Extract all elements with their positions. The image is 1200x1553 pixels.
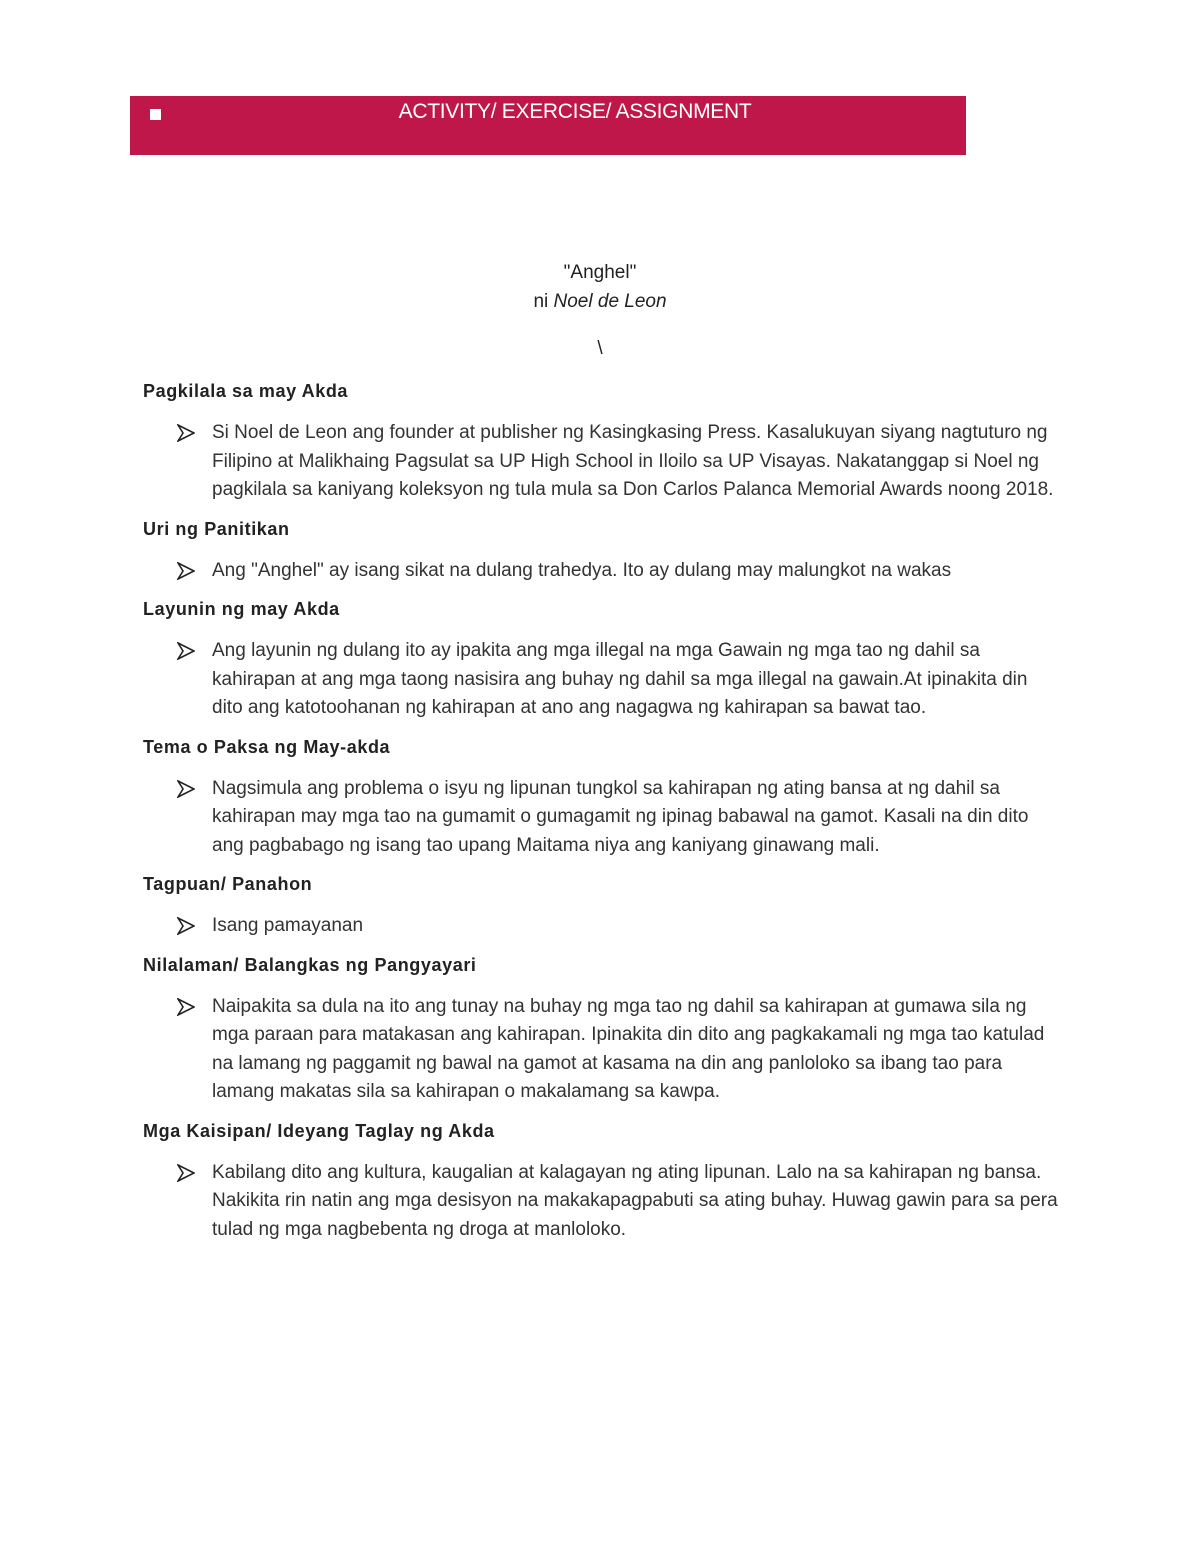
author-prefix: ni [533,291,549,312]
stray-mark: \ [597,338,603,359]
section [143,1117,1063,1245]
bullet-item [143,993,1063,1107]
work-author [0,288,1200,316]
arrow-bullet-icon [177,917,195,935]
arrow-bullet-icon [177,424,195,442]
section-heading: Layunin ng may Akda [143,599,340,619]
arrow-bullet-icon [177,642,195,660]
arrow-bullet-icon [177,780,195,798]
bullet-text: Isang pamayanan [212,915,364,936]
section-heading: Nilalaman/ Balangkas ng Pangyayari [143,954,477,975]
bullet-item [143,557,1063,586]
activity-banner [130,96,966,155]
section [143,377,1063,505]
section [143,733,1063,861]
work-title: "Anghel" [563,262,637,283]
section-heading: Mga Kaisipan/ Ideyang Taglay ng Akda [143,1120,495,1141]
section [143,951,1063,1107]
section [143,870,1063,941]
section-heading: Uri ng Panitikan [143,518,290,539]
section-heading: Tagpuan/ Panahon [143,874,313,894]
bullet-item [143,1159,1063,1245]
section [143,515,1063,586]
bullet-item [143,637,1063,723]
bullet-text: Ang "Anghel" ay isang sikat na dulang trahedya. Ito ay dulang may malungkot na wakas [212,559,952,581]
banner-title: ACTIVITY/ EXERCISE/ ASSIGNMENT [398,100,752,123]
bullet-text: Kabilang dito ang kultura, kaugalian at kalagayan ng ating lipunan. Lalo na sa kahirapan ng bansa. Nakikita rin natin ang mga desisyon na makakapagpabuti sa ating buhay. Huwag gawin para sa pera tulad ng mga nagbebenta ng droga at manloloko. [212,1161,1058,1240]
bullet-text: Nagsimula ang problema o isyu ng lipunan tungkol sa kahirapan ng ating bansa at ng dahil sa kahirapan may mga tao na gumamit o gumagamit ng ipinag babawal na gamot. Kasali na din dito ang pagbabago ng isang tao upang Maitama niya ang kaniyang ginawang mali. [212,777,1029,856]
bullet-item [143,912,1063,941]
bullet-item [143,775,1063,861]
bullet-text: Si Noel de Leon ang founder at publisher ng Kasingkasing Press. Kasalukuyan siyang nagtuturo ng Filipino at Malikhaing Pagsulat sa UP High School in Iloilo sa UP Visayas. Nakatanggap si Noel ng pagkilala sa kaniyang koleksyon ng tula mula sa Don Carlos Palanca Memorial Awards noong 2018. [212,422,1054,500]
arrow-bullet-icon [177,562,195,580]
section-heading: Tema o Paksa ng May-akda [143,736,391,757]
bullet-text: Naipakita sa dula na ito ang tunay na buhay ng mga tao ng dahil sa kahirapan at gumawa sila ng mga paraan para matakasan ang kahirapan. Ipinakita din dito ang pagkakamali ng mga tao katulad na lamang ng paggamit ng bawal na gamot at kasama na din ang panloloko sa ibang tao para lamang makatas sila sa kahirapan o makalamang sa kawpa. [212,995,1045,1102]
bullet-item [143,419,1063,505]
section-heading: Pagkilala sa may Akda [143,381,349,401]
arrow-bullet-icon [177,1164,195,1182]
section [143,595,1063,723]
arrow-bullet-icon [177,998,195,1016]
document-body [143,377,1063,1254]
author-name: Noel de Leon [553,291,667,312]
bullet-text: Ang layunin ng dulang ito ay ipakita ang mga illegal na mga Gawain ng mga tao ng dahil sa kahirapan at ang mga taong nasisira ang buhay ng dahil sa mga illegal na gawain.At ipinakita din dito ang katotoohanan ng kahirapan at ano ang nagagwa ng kahirapan sa bawat tao. [212,640,1028,718]
